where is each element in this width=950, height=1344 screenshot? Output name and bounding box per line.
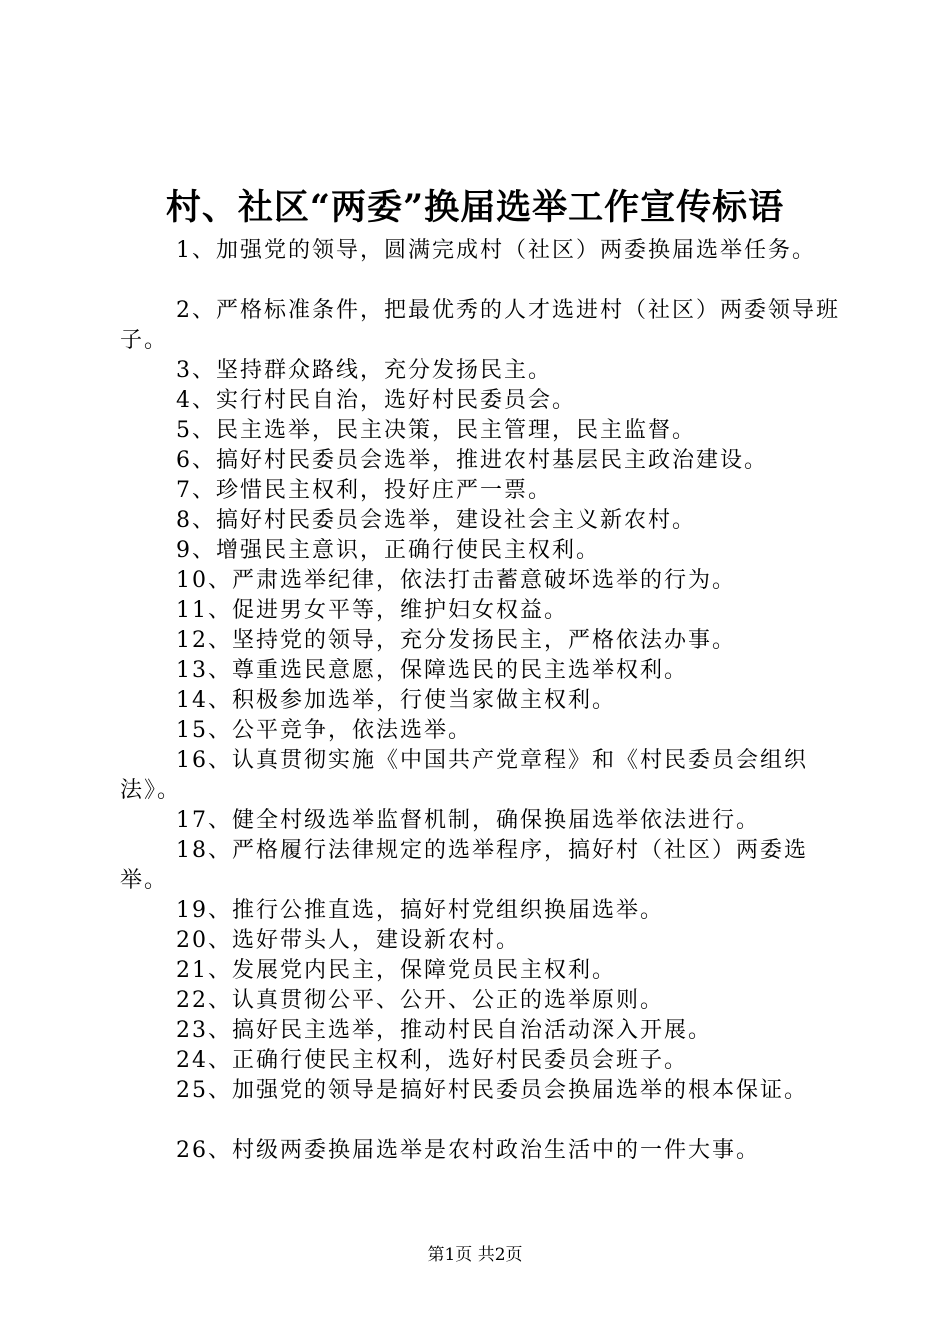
slogan-item: 13、尊重选民意愿，保障选民的民主选举权利。 — [176, 658, 688, 683]
slogan-list — [120, 236, 840, 1166]
slogan-item: 26、村级两委换届选举是农村政治生活中的一件大事。 — [176, 1138, 760, 1163]
slogan-item: 4、实行村民自治，选好村民委员会。 — [176, 388, 576, 413]
slogan-item: 2、严格标准条件，把最优秀的人才选进村（社区）两委领导班子。 — [120, 298, 840, 353]
slogan-item: 14、积极参加选举，行使当家做主权利。 — [176, 688, 616, 713]
blank-line — [120, 1106, 840, 1136]
slogan-item: 8、搞好村民委员会选举，建设社会主义新农村。 — [176, 508, 696, 533]
slogan-item: 18、严格履行法律规定的选举程序，搞好村（社区）两委选举。 — [120, 838, 808, 893]
slogan-item: 17、健全村级选举监督机制，确保换届选举依法进行。 — [176, 808, 760, 833]
slogan-item: 24、正确行使民主权利，选好村民委员会班子。 — [176, 1048, 688, 1073]
slogan-item: 19、推行公推直选，搞好村党组织换届选举。 — [176, 898, 664, 923]
blank-line — [120, 266, 840, 296]
slogan-item: 22、认真贯彻公平、公开、公正的选举原则。 — [176, 988, 664, 1013]
page-number: 第1页 共2页 — [427, 1245, 523, 1265]
slogan-item: 21、发展党内民主，保障党员民主权利。 — [176, 958, 616, 983]
slogan-item: 12、坚持党的领导，充分发扬民主，严格依法办事。 — [176, 628, 736, 653]
slogan-item: 1、加强党的领导，圆满完成村（社区）两委换届选举任务。 — [176, 238, 816, 263]
slogan-item: 5、民主选举，民主决策，民主管理，民主监督。 — [176, 418, 696, 443]
slogan-item: 10、严肃选举纪律，依法打击蓄意破坏选举的行为。 — [176, 568, 736, 593]
slogan-item: 11、促进男女平等，维护妇女权益。 — [176, 598, 568, 623]
slogan-item: 7、珍惜民主权利，投好庄严一票。 — [176, 478, 552, 503]
slogan-item: 25、加强党的领导是搞好村民委员会换届选举的根本保证。 — [176, 1078, 808, 1103]
slogan-item: 9、增强民主意识，正确行使民主权利。 — [176, 538, 600, 563]
slogan-item: 6、搞好村民委员会选举，推进农村基层民主政治建设。 — [176, 448, 768, 473]
slogan-item: 3、坚持群众路线，充分发扬民主。 — [176, 358, 552, 383]
slogan-item: 16、认真贯彻实施《中国共产党章程》和《村民委员会组织法》。 — [120, 748, 808, 803]
slogan-item: 20、选好带头人，建设新农村。 — [176, 928, 520, 953]
slogan-item: 23、搞好民主选举，推动村民自治活动深入开展。 — [176, 1018, 712, 1043]
document-title: 村、社区“两委”换届选举工作宣传标语 — [165, 187, 785, 228]
slogan-item: 15、公平竞争，依法选举。 — [176, 718, 472, 743]
